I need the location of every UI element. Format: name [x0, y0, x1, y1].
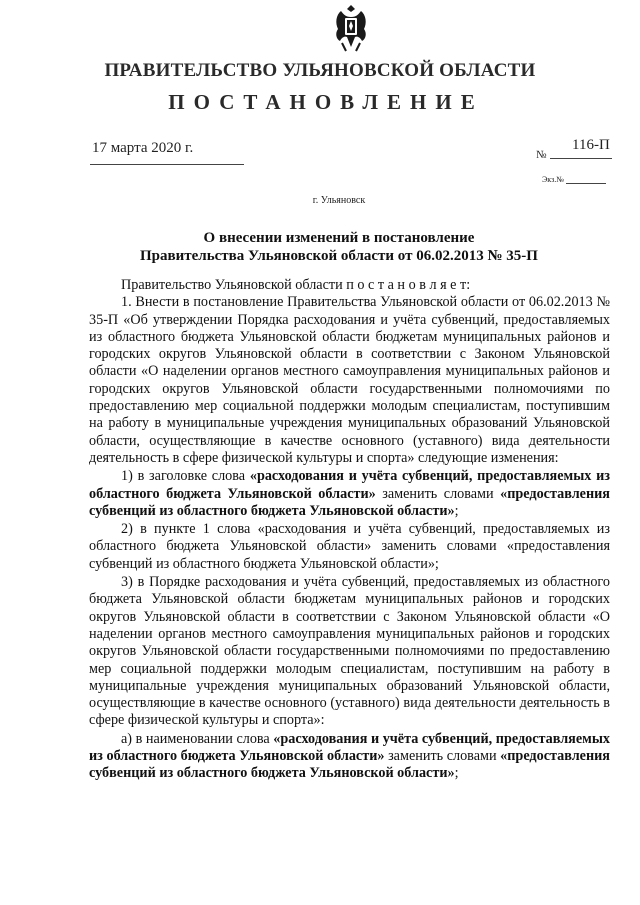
- copy-number-label: Экз.№: [542, 175, 564, 184]
- paragraph-1-item-1: [89, 468, 610, 520]
- paragraph-1: 1. Внести в постановление Правительства Ульяновской области от 06.02.2013 № 35-П «Об утверждении Порядка расходования и учёта субвенций, предоставляемых из областного бюджета Ульяновской области бюджетам муниципальных районов и городских округов Ульяновской области в соответствии с Законом Ульяновской области «О наделении органов местного самоуправления муниципальных районов и городских округов Ульяновской области государственными полномочиями по предоставлению мер социальной поддержки молодым специалистам, поступившим на работу в муниципальные учреждения муниципальных образований Ульяновской области, осуществляющие в качестве основного (уставного) вида деятельности деятельность в сфере физической культуры и спорта» следующие изменения:: [89, 294, 610, 466]
- text-run: а) в наименовании слова: [121, 730, 274, 747]
- document-body: [89, 277, 610, 783]
- text-run: 1) в заголовке слова: [121, 468, 250, 485]
- paragraph-1-item-2: 2) в пункте 1 слова «расходования и учёта субвенций, предоставляемых из областного бюджета Ульяновской области» заменить словами «предоставления субвенций из областного бюджета Ульяновской области»;: [89, 521, 610, 572]
- text-run: ;: [454, 502, 459, 519]
- text-run: заменить словами: [384, 748, 501, 765]
- bold-run: «предоставления субвенций из областного бюджета Ульяновской области»: [89, 748, 610, 782]
- text-run: ;: [454, 765, 459, 782]
- copy-number-underline: [566, 183, 606, 184]
- bold-run: «расходования и учёта субвенций, предоставляемых из областного бюджета Ульяновской области»: [89, 730, 610, 765]
- document-number: 116-П: [572, 137, 610, 153]
- organization-heading: ПРАВИТЕЛЬСТВО УЛЬЯНОВСКОЙ ОБЛАСТИ: [104, 60, 536, 81]
- number-sign: №: [536, 149, 547, 161]
- title-line-2: Правительства Ульяновской области от 06.02.2013 № 35-П: [140, 248, 538, 264]
- paragraph-1-item-3: 3) в Порядке расходования и учёта субвенций, предоставляемых из областного бюджета Ульяновской области бюджетам муниципальных районов и городских округов Ульяновской области в соответствии с Законом Ульяновской области «О наделении органов местного самоуправления муниципальных районов и городских округов Ульяновской области государственными полномочиями по предоставлению мер социальной поддержки молодым специалистам, поступившим на работу в муниципальные учреждения муниципальных образований Ульяновской области, осуществляющие в качестве основного (уставного) вида деятельности деятельность в сфере физической культуры и спорта»:: [89, 574, 610, 729]
- document-type-heading: ПОСТАНОВЛЕНИЕ: [168, 90, 484, 114]
- text-run: заменить словами: [375, 485, 501, 502]
- bold-run: «предоставления субвенций из областного бюджета Ульяновской области»: [89, 485, 610, 519]
- title-line-1: О внесении изменений в постановление: [203, 230, 475, 246]
- coat-of-arms-icon: [332, 3, 370, 53]
- paragraph-1-item-3a: [89, 731, 610, 783]
- number-underline: [550, 158, 612, 159]
- date-underline: [90, 164, 244, 165]
- document-title: [0, 229, 640, 265]
- intro-paragraph: Правительство Ульяновской области п о с т а н о в л я е т:: [121, 277, 471, 293]
- city-label: г. Ульяновск: [312, 195, 366, 206]
- document-date: 17 марта 2020 г.: [92, 140, 194, 156]
- bold-run: «расходования и учёта субвенций, предоставляемых из областного бюджета Ульяновской области»: [89, 468, 610, 502]
